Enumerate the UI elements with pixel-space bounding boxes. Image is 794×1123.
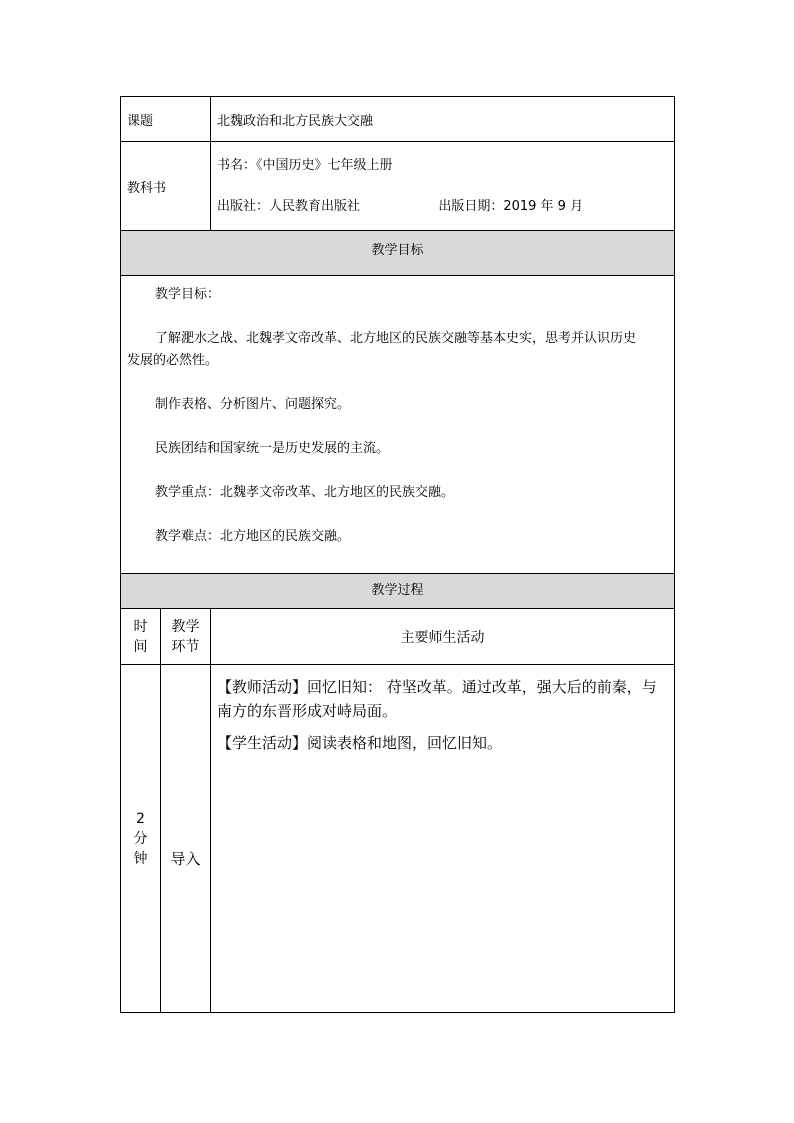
goals-line-4: 制作表格、分析图片、问题探究。 [155,397,351,412]
textbook-row [121,142,675,231]
row-activity [211,665,675,1013]
goals-line-2: 了解淝水之战、北魏孝文帝改革、北方地区的民族交融等基本史实，思考并认识历史 [155,331,637,346]
goals-line-6: 教学重点：北魏孝文帝改革、北方地区的民族交融。 [155,485,455,500]
publish-date: 出版日期：2019 年 9 月 [438,199,584,214]
goals-body [121,276,675,574]
goals-line-5: 民族团结和国家统一是历史发展的主流。 [155,441,390,456]
goals-heading-row [121,231,675,276]
student-activity: 【学生活动】阅读表格和地图，回忆旧知。 [217,734,503,752]
publisher: 出版社：人民教育出版社 [217,199,361,214]
textbook-label: 教科书 [121,142,211,231]
publish-line [217,195,674,214]
process-heading-row [121,574,675,609]
topic-value: 北魏政治和北方民族大交融 [211,97,675,142]
row-time: 2 分 钟 [121,665,161,1013]
goals-heading: 教学目标 [121,231,675,276]
process-heading: 教学过程 [121,574,675,609]
column-stage: 教学 环节 [161,609,211,665]
book-name: 书名：《中国历史》七年级上册 [217,158,393,173]
teacher-activity: 【教师活动】回忆旧知： 苻坚改革。通过改革，强大后的前秦，与南方的东晋形成对峙局面。 [217,678,657,720]
goals-line-7: 教学难点：北方地区的民族交融。 [155,529,351,544]
goals-body-row [121,276,675,574]
process-columns-row [121,609,675,665]
textbook-info [211,142,675,231]
row-stage: 导入 [161,665,211,1013]
goals-line-1: 教学目标： [155,287,221,302]
column-time: 时 间 [121,609,161,665]
process-row-intro [121,665,675,1013]
topic-row [121,97,675,142]
column-activity: 主要师生活动 [211,609,675,665]
topic-label: 课题 [121,97,211,142]
lesson-plan-table [120,96,675,1013]
goals-line-3: 发展的必然性。 [127,353,219,368]
